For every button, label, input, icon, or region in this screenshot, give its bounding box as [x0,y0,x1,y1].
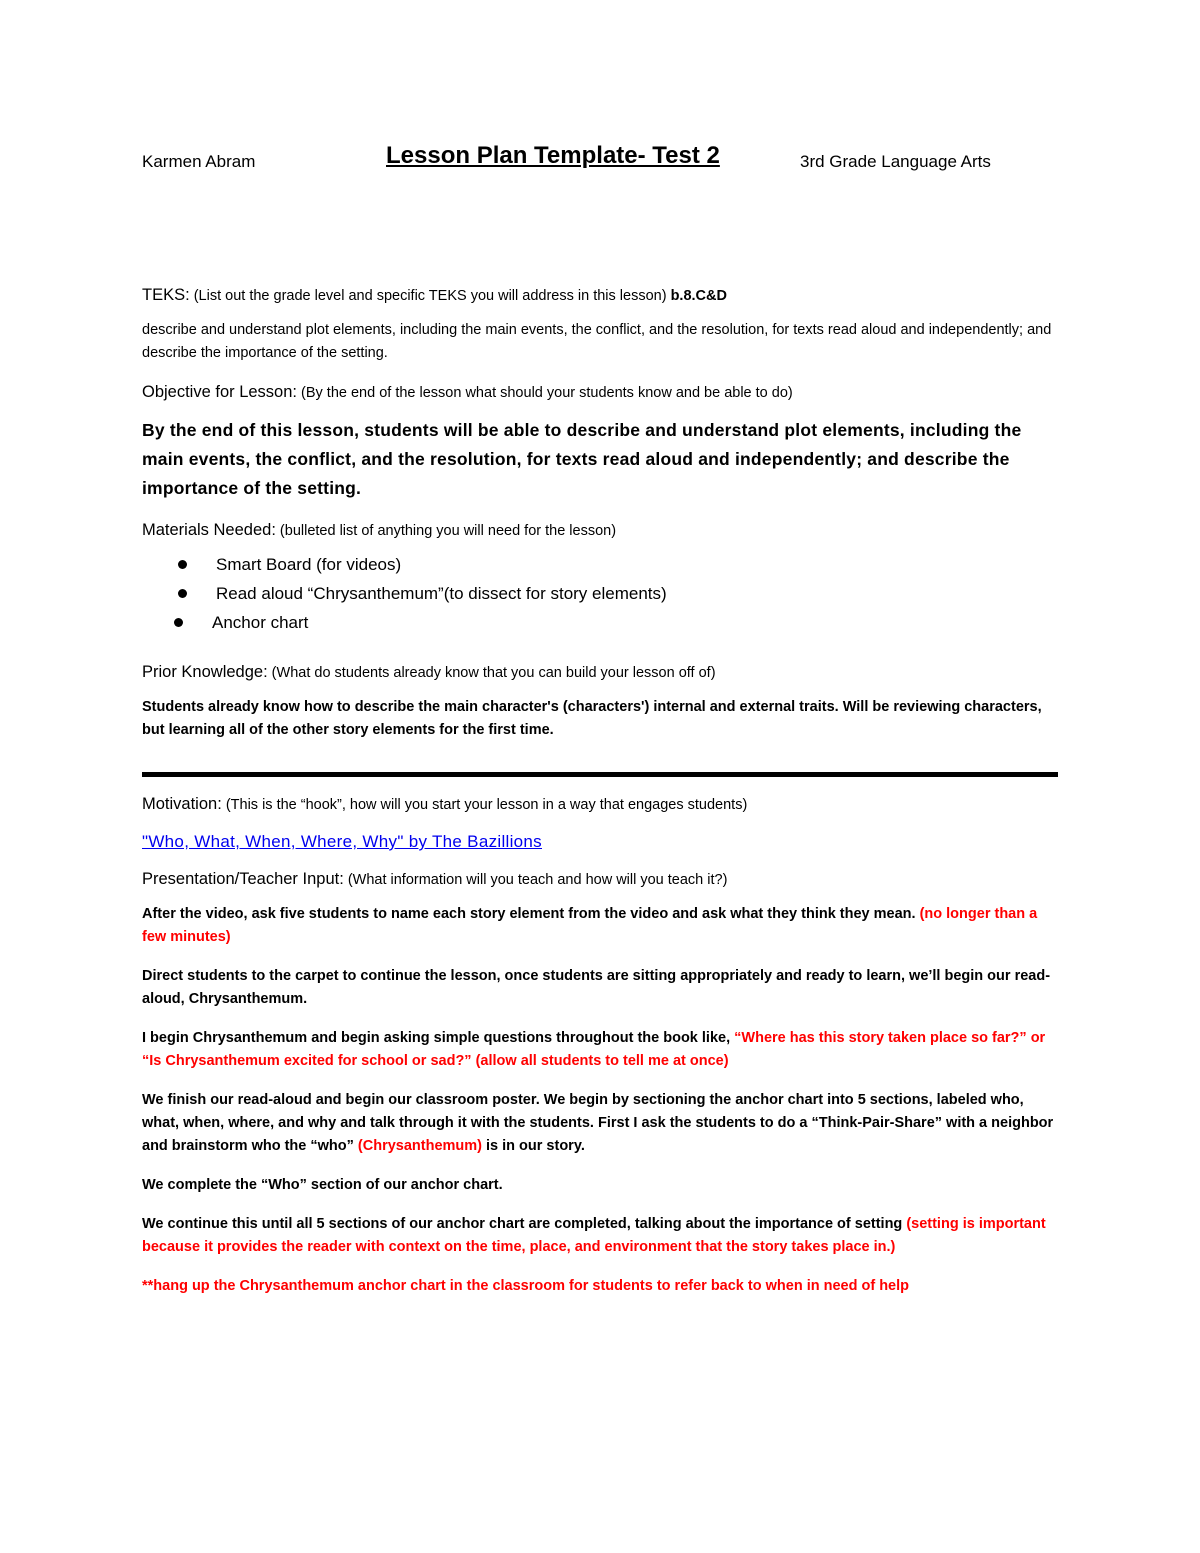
list-item: Smart Board (for videos) [142,550,1062,579]
objective-note: (By the end of the lesson what should your students know and be able to do) [297,385,793,401]
prior-text: Students already know how to describe the main character's (characters') internal and external traits. Will be reviewing characters, but learning all of the other story elements for the first time. [142,699,1042,738]
list-item: Anchor chart [142,608,1062,637]
bullet-icon [178,560,187,569]
presentation-paragraph: We complete the “Who” section of our anchor chart. [142,1177,503,1193]
document-body [142,286,1062,1298]
objective-label: Objective for Lesson: [142,383,297,401]
course-name: 3rd Grade Language Arts [800,152,991,171]
bullet-icon [178,589,187,598]
motivation-heading [142,795,1062,814]
materials-note: (bulleted list of anything you will need for the lesson) [275,523,617,539]
teks-text: describe and understand plot elements, including the main events, the conflict, and the resolution, for texts read aloud and independently; and describe the importance of the setting. [142,322,1052,361]
teks-code: b.8.C&D [666,288,727,304]
teks-note: (List out the grade level and specific TEKS you will address in this lesson) [189,288,667,304]
prior-note: (What do students already know that you can build your lesson off of) [267,665,716,681]
presentation-paragraph: We continue this until all 5 sections of our anchor chart are completed, talking about the importance of setting (setting is important because it provides the reader with context on the time, place, and environment that the story takes place in.) [142,1216,1046,1255]
document-header [142,140,1062,180]
motivation-label: Motivation: [142,795,222,813]
presentation-paragraph: Direct students to the carpet to continue the lesson, once students are sitting appropriately and ready to learn, we’ll begin our read-aloud, Chrysanthemum. [142,968,1051,1007]
list-item: Read aloud “Chrysanthemum”(to dissect for story elements) [142,579,1062,608]
page-title: Lesson Plan Template- Test 2 [386,142,720,169]
prior-heading [142,663,1062,682]
bullet-icon [174,618,183,627]
materials-label: Materials Needed: [142,521,276,539]
teks-heading [142,286,1062,305]
presentation-note-paragraph: **hang up the Chrysanthemum anchor chart in the classroom for students to refer back to when in need of help [142,1278,910,1294]
objective-text: By the end of this lesson, students will be able to describe and understand plot elements, including the main events, the conflict, and the resolution, for texts read aloud and independently; and describe the importance of the setting. [142,420,1022,498]
presentation-paragraph: We finish our read-aloud and begin our classroom poster. We begin by sectioning the anchor chart into 5 sections, labeled who, what, when, where, and why and talk through it with the students. First I ask the students to do a “Think-Pair-Share” with a neighbor and brainstorm who the “who” (Chrysanthemum) is in our story. [142,1092,1054,1154]
motivation-note: (This is the “hook”, how will you start your lesson in a way that engages students) [221,797,748,813]
presentation-heading [142,870,1062,889]
objective-heading [142,383,1062,402]
teks-label: TEKS: [142,286,190,304]
motivation-link-line [142,832,1062,852]
section-divider [142,772,1058,777]
presentation-note: (What information will you teach and how will you teach it?) [343,872,728,888]
presentation-paragraph: I begin Chrysanthemum and begin asking simple questions throughout the book like, “Where has this story taken place so far?” or “Is Chrysanthemum excited for school or sad?” (allow all students to tell me at once) [142,1030,1046,1069]
prior-label: Prior Knowledge: [142,663,268,681]
materials-list [142,550,1062,637]
presentation-label: Presentation/Teacher Input: [142,870,344,888]
author-name: Karmen Abram [142,152,256,171]
video-link[interactable]: "Who, What, When, Where, Why" by The Bazillions [142,832,542,851]
presentation-paragraph: After the video, ask five students to name each story element from the video and ask what they think they mean. (no longer than a few minutes) [142,906,1038,945]
materials-heading [142,521,1062,540]
